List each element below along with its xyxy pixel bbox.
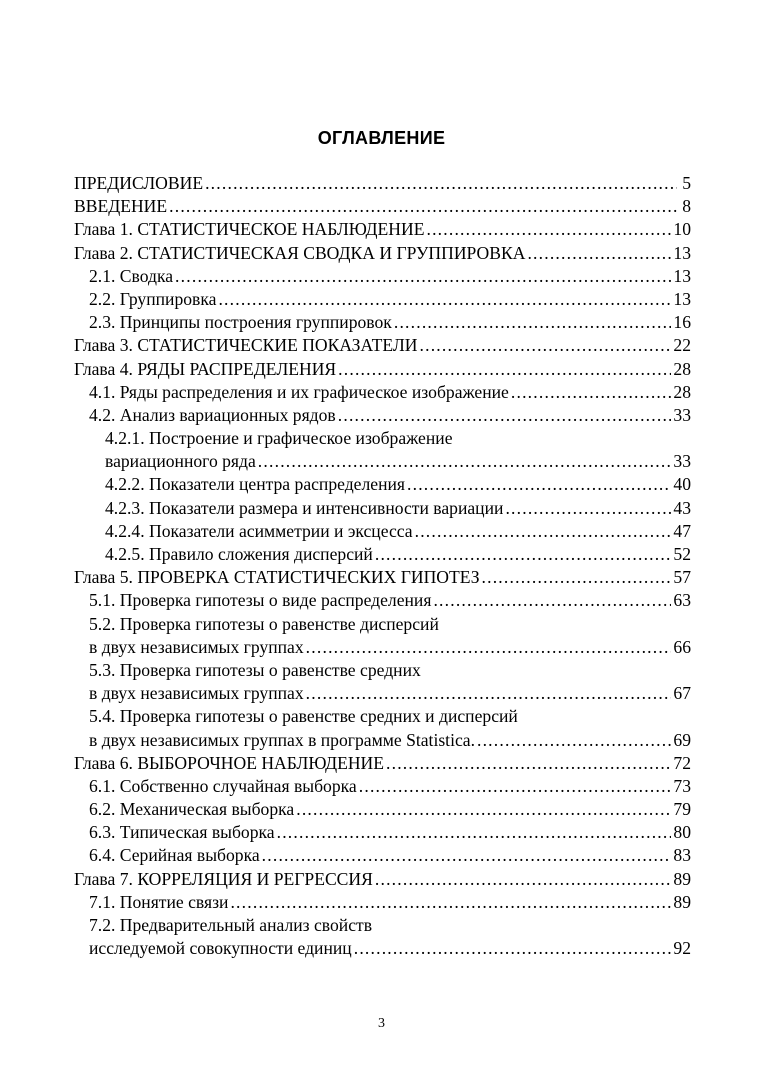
toc-entry-page: 79 bbox=[673, 799, 691, 820]
toc-entry bbox=[74, 172, 691, 195]
dot-leader bbox=[359, 775, 672, 798]
toc-entry-label: исследуемой совокупности единиц bbox=[89, 938, 352, 959]
toc-entry-page: 83 bbox=[673, 845, 691, 866]
toc-entry-label: в двух независимых группах bbox=[89, 683, 304, 704]
toc-entry-page: 5 bbox=[682, 173, 691, 193]
dot-leader bbox=[505, 497, 671, 520]
toc-entry-label: 6.1. Собственно случайная выборка bbox=[89, 775, 357, 796]
toc-entry-page: 92 bbox=[673, 938, 691, 959]
toc-entry-label: Глава 5. ПРОВЕРКА СТАТИСТИЧЕСКИХ ГИПОТЕЗ bbox=[74, 567, 480, 588]
toc-entry bbox=[74, 636, 691, 659]
dot-leader bbox=[375, 868, 672, 891]
toc-entry bbox=[74, 497, 691, 520]
toc-entry-page: 10 bbox=[673, 219, 691, 240]
toc-entry bbox=[74, 775, 691, 798]
toc-entry-label: 4.1. Ряды распределения и их графическое изображение bbox=[89, 381, 509, 402]
table-of-contents bbox=[74, 172, 691, 960]
toc-entry bbox=[74, 868, 691, 891]
toc-entry bbox=[74, 288, 691, 311]
toc-entry bbox=[74, 844, 691, 867]
toc-entry-label: 2.1. Сводка bbox=[89, 265, 174, 286]
toc-entry bbox=[74, 914, 691, 937]
toc-entry-label: 2.2. Группировка bbox=[89, 288, 217, 309]
toc-entry-label: 7.1. Понятие связи bbox=[89, 891, 229, 912]
dot-leader bbox=[375, 543, 672, 566]
dot-leader bbox=[169, 195, 677, 218]
toc-entry-label: 4.2.2. Показатели центра распределения bbox=[105, 474, 405, 495]
dot-leader bbox=[306, 636, 672, 659]
toc-entry-page: 80 bbox=[673, 822, 691, 843]
toc-entry bbox=[74, 427, 691, 450]
dot-leader bbox=[511, 381, 672, 404]
toc-entry-page: 67 bbox=[673, 683, 691, 704]
toc-entry-page: 72 bbox=[673, 752, 691, 773]
toc-entry-page: 33 bbox=[673, 404, 691, 425]
toc-entry bbox=[74, 798, 691, 821]
toc-entry-label: 2.3. Принципы построения группировок bbox=[89, 312, 392, 333]
toc-entry-page: 8 bbox=[682, 196, 691, 217]
dot-leader bbox=[433, 589, 671, 612]
toc-entry bbox=[74, 404, 691, 427]
dot-leader bbox=[175, 265, 671, 288]
toc-entry bbox=[74, 311, 691, 334]
toc-entry-label: 5.2. Проверка гипотезы о равенстве дисперсий bbox=[89, 613, 439, 634]
page-number: 3 bbox=[378, 1016, 385, 1031]
dot-leader bbox=[426, 218, 671, 241]
toc-entry bbox=[74, 242, 691, 265]
toc-entry-page: 52 bbox=[673, 544, 691, 564]
dot-leader bbox=[306, 682, 672, 705]
toc-entry-label: ПРЕДИСЛОВИЕ bbox=[74, 173, 204, 193]
toc-entry-label: Глава 4. РЯДЫ РАСПРЕДЕЛЕНИЯ bbox=[74, 358, 337, 379]
toc-entry bbox=[74, 218, 691, 241]
toc-entry bbox=[74, 821, 691, 844]
toc-entry bbox=[74, 358, 691, 381]
toc-entry-page: 47 bbox=[673, 520, 691, 541]
dot-leader bbox=[230, 891, 671, 914]
dot-leader bbox=[338, 404, 672, 427]
toc-entry-label: 6.4. Серийная выборка bbox=[89, 845, 260, 866]
toc-entry bbox=[74, 752, 691, 775]
toc-entry-page: 66 bbox=[673, 636, 691, 657]
dot-leader bbox=[218, 288, 671, 311]
toc-entry-label: 5.3. Проверка гипотезы о равенстве средних bbox=[89, 659, 421, 680]
toc-entry-page: 73 bbox=[673, 775, 691, 796]
toc-entry bbox=[74, 381, 691, 404]
toc-entry-page: 43 bbox=[673, 497, 691, 518]
toc-entry-page: 69 bbox=[673, 729, 691, 750]
toc-entry-label: 5.1. Проверка гипотезы о виде распределения bbox=[89, 590, 432, 611]
toc-entry-label: Глава 7. КОРРЕЛЯЦИЯ И РЕГРЕССИЯ bbox=[74, 868, 373, 889]
page-title: ОГЛАВЛЕНИЕ bbox=[317, 128, 446, 148]
dot-leader bbox=[482, 566, 672, 589]
toc-entry-page: 33 bbox=[673, 451, 691, 472]
dot-leader bbox=[477, 729, 671, 752]
toc-entry-page: 16 bbox=[673, 312, 691, 333]
toc-entry-label: в двух независимых группах bbox=[89, 636, 304, 657]
toc-entry-page: 13 bbox=[673, 242, 691, 263]
dot-leader bbox=[296, 798, 671, 821]
toc-entry-page: 22 bbox=[673, 335, 691, 356]
toc-entry-page: 57 bbox=[673, 567, 691, 588]
dot-leader bbox=[407, 473, 671, 496]
toc-entry bbox=[74, 891, 691, 914]
toc-entry bbox=[74, 589, 691, 612]
toc-entry-label: 4.2. Анализ вариационных рядов bbox=[89, 404, 336, 425]
toc-entry bbox=[74, 682, 691, 705]
dot-leader bbox=[354, 937, 672, 960]
toc-entry bbox=[74, 334, 691, 357]
toc-entry-page: 13 bbox=[673, 265, 691, 286]
dot-leader bbox=[527, 242, 671, 265]
toc-entry bbox=[74, 659, 691, 682]
toc-entry-label: в двух независимых группах в программе Statistica. bbox=[89, 729, 475, 750]
toc-entry bbox=[74, 195, 691, 218]
toc-entry-page: 28 bbox=[673, 381, 691, 402]
toc-entry-page: 89 bbox=[673, 868, 691, 889]
toc-entry bbox=[74, 613, 691, 636]
toc-entry bbox=[74, 705, 691, 728]
toc-entry-label: 6.3. Типическая выборка bbox=[89, 822, 275, 843]
dot-leader bbox=[262, 844, 672, 867]
dot-leader bbox=[205, 172, 677, 195]
toc-entry-label: Глава 6. ВЫБОРОЧНОЕ НАБЛЮДЕНИЕ bbox=[74, 752, 385, 773]
toc-entry-label: 4.2.5. Правило сложения дисперсий bbox=[105, 544, 373, 564]
toc-entry-label: Глава 1. СТАТИСТИЧЕСКОЕ НАБЛЮДЕНИЕ bbox=[74, 219, 425, 240]
toc-entry-page: 63 bbox=[673, 590, 691, 611]
dot-leader bbox=[338, 358, 671, 381]
toc-entry-label: вариационного ряда bbox=[105, 451, 256, 472]
toc-entry bbox=[74, 543, 691, 566]
toc-entry-page: 28 bbox=[673, 358, 691, 379]
dot-leader bbox=[277, 821, 672, 844]
toc-entry-page: 40 bbox=[673, 474, 691, 495]
toc-entry bbox=[74, 265, 691, 288]
toc-entry bbox=[74, 450, 691, 473]
toc-entry-label: ВВЕДЕНИЕ bbox=[74, 196, 168, 217]
toc-entry-label: 6.2. Механическая выборка bbox=[89, 799, 295, 820]
toc-entry-label: 4.2.1. Построение и графическое изображение bbox=[105, 428, 453, 449]
toc-entry bbox=[74, 566, 691, 589]
dot-leader bbox=[420, 334, 672, 357]
toc-entry-label: 4.2.4. Показатели асимметрии и эксцесса bbox=[105, 520, 413, 541]
toc-entry bbox=[74, 520, 691, 543]
dot-leader bbox=[258, 450, 672, 473]
toc-entry-label: Глава 2. СТАТИСТИЧЕСКАЯ СВОДКА И ГРУППИРОВКА bbox=[74, 242, 526, 263]
dot-leader bbox=[394, 311, 672, 334]
toc-entry bbox=[74, 937, 691, 960]
toc-entry-page: 13 bbox=[673, 288, 691, 309]
toc-entry bbox=[74, 473, 691, 496]
dot-leader bbox=[386, 752, 671, 775]
toc-entry-label: 7.2. Предварительный анализ свойств bbox=[89, 915, 373, 935]
toc-entry-label: 4.2.3. Показатели размера и интенсивности вариации bbox=[105, 497, 504, 518]
toc-entry-label: Глава 3. СТАТИСТИЧЕСКИЕ ПОКАЗАТЕЛИ bbox=[74, 335, 418, 356]
toc-entry-label: 5.4. Проверка гипотезы о равенстве средних и дисперсий bbox=[89, 706, 518, 727]
dot-leader bbox=[415, 520, 672, 543]
toc-entry-page: 89 bbox=[673, 891, 691, 912]
toc-entry bbox=[74, 729, 691, 752]
